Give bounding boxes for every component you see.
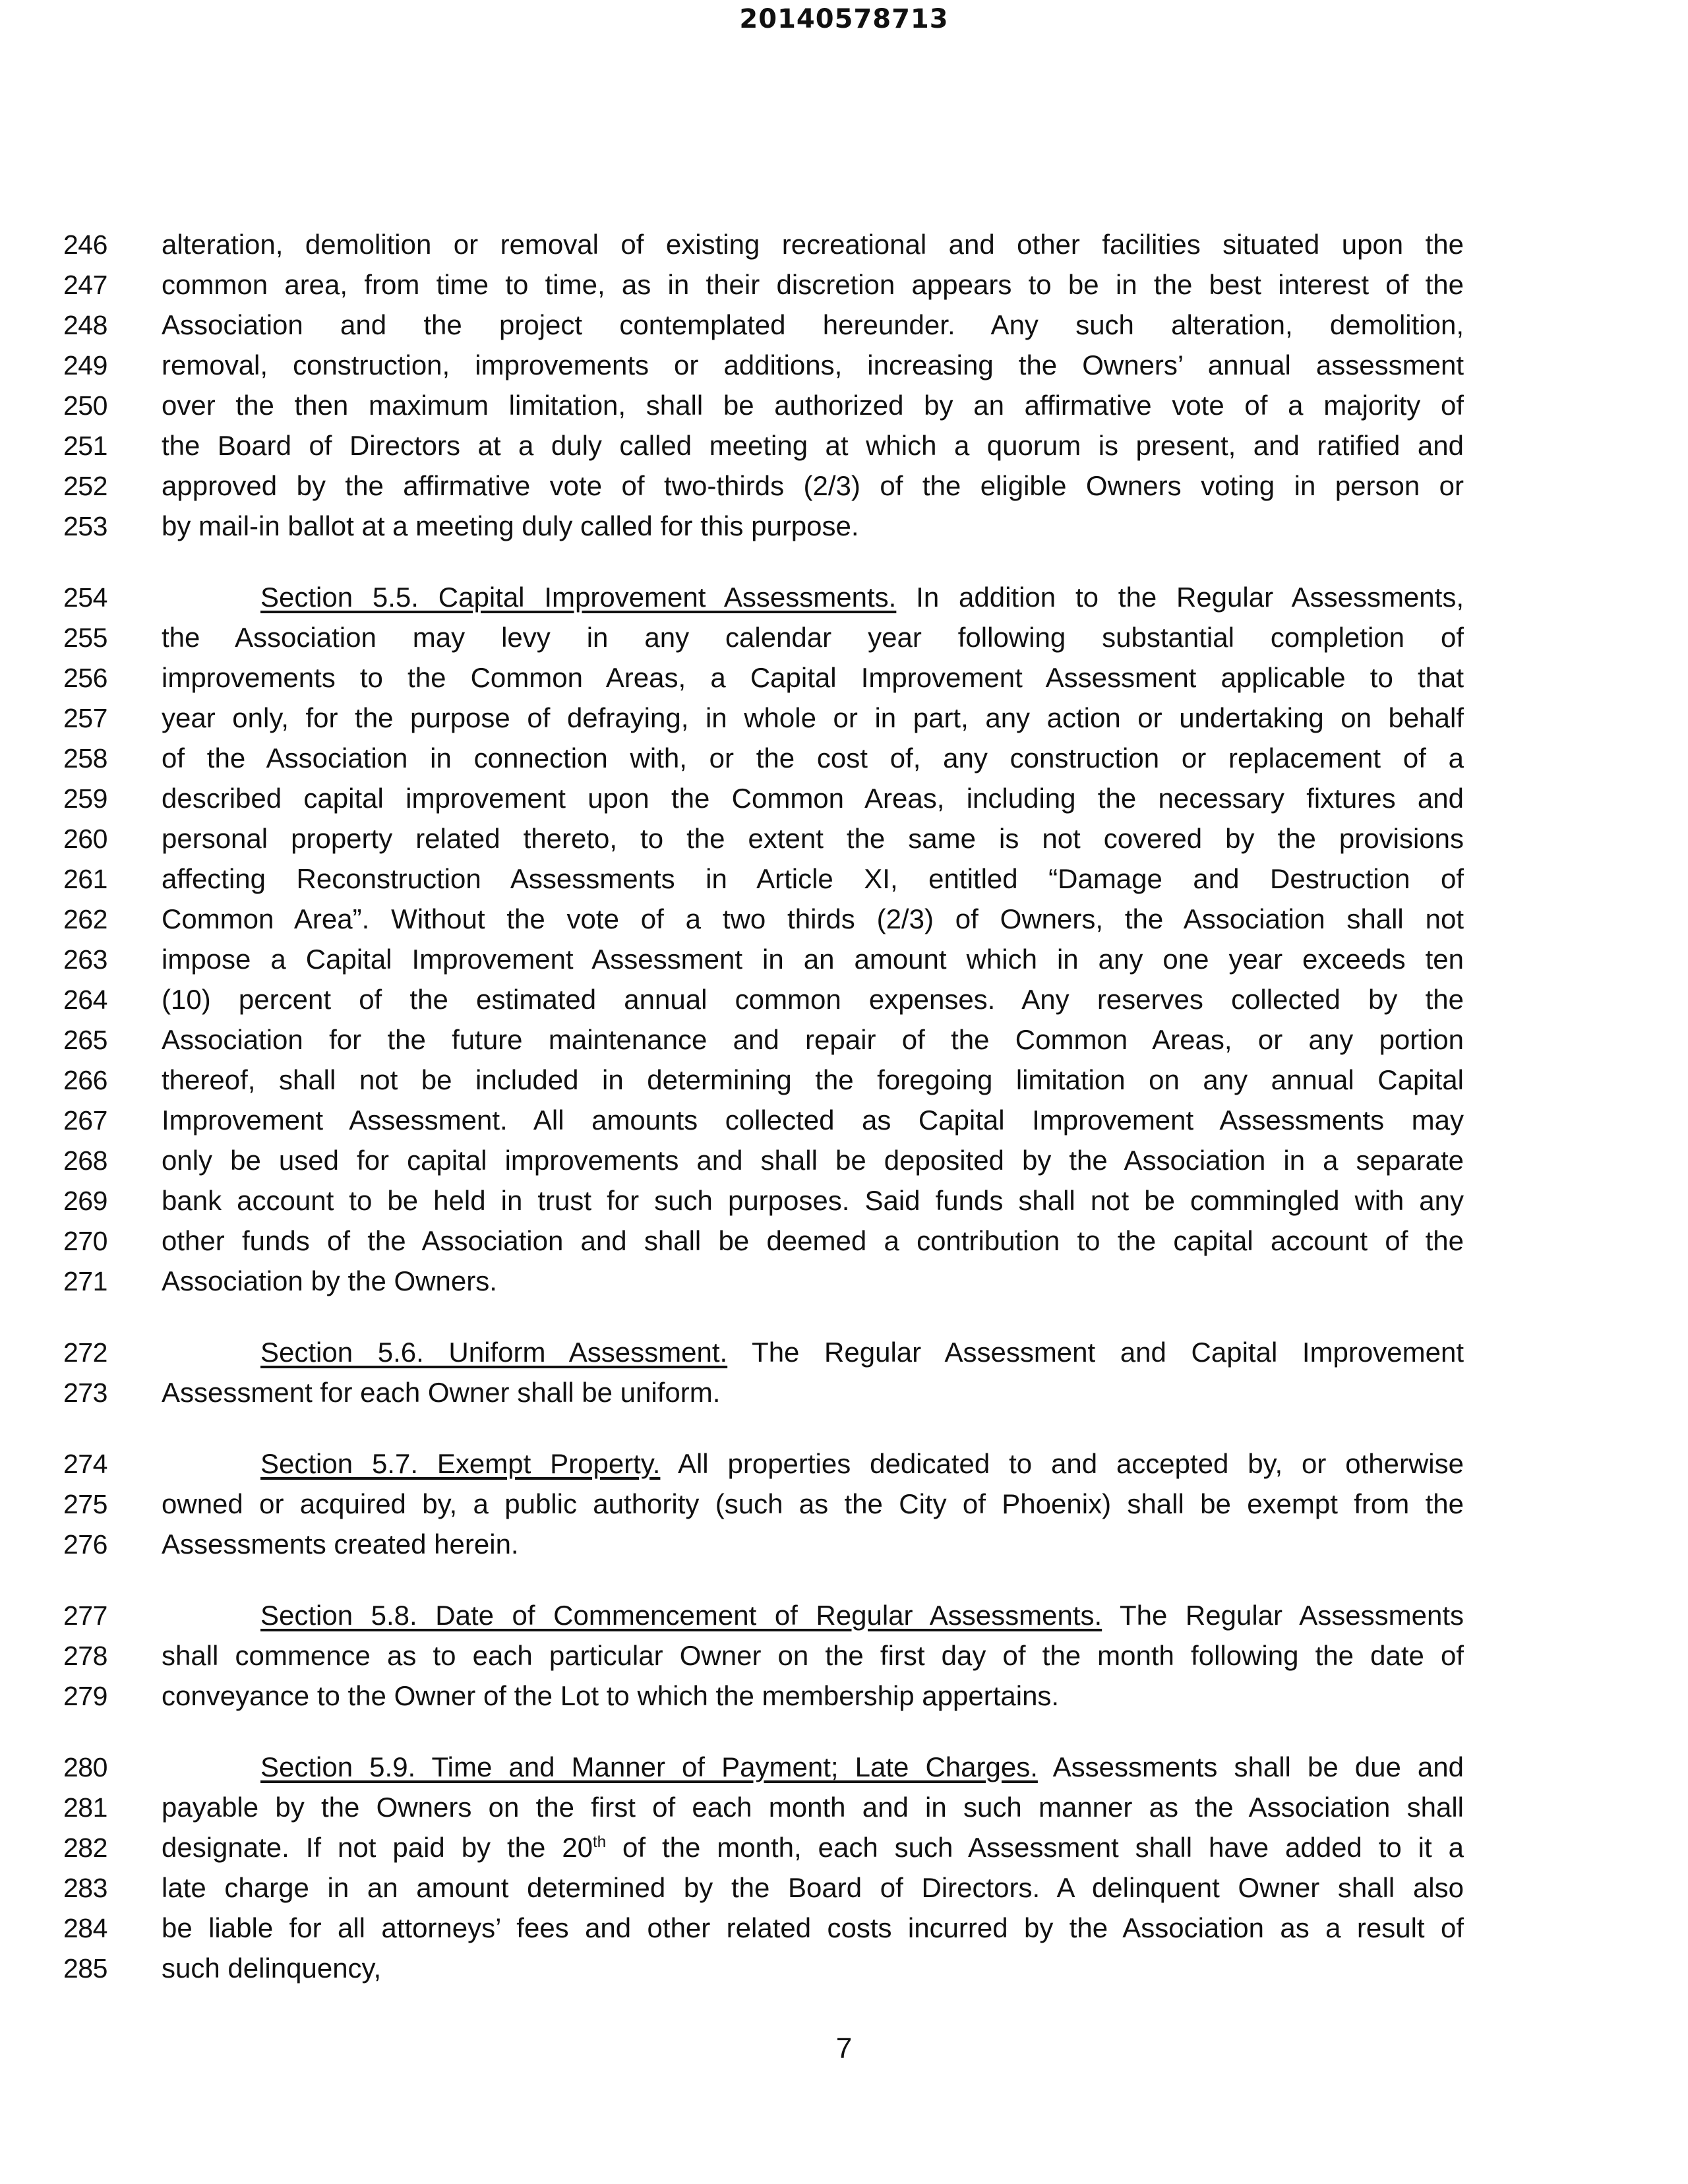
- line-number: 278: [63, 1641, 107, 1671]
- text-line: [0, 1262, 1688, 1302]
- line-text: [162, 1336, 1464, 1369]
- line-number: 257: [63, 703, 107, 733]
- line-number: 285: [63, 1953, 107, 1984]
- line-text: [162, 943, 1464, 976]
- text-line: [0, 1141, 1688, 1182]
- text-line: [0, 1333, 1688, 1374]
- line-number: 247: [63, 270, 107, 300]
- line-text: [162, 621, 1464, 654]
- line-number: 273: [63, 1378, 107, 1408]
- line-content: the Board of Directors at a duly called meeting at which a quorum is present, and ratified and: [162, 430, 1464, 461]
- line-number: 246: [63, 229, 107, 260]
- line-content: late charge in an amount determined by the Board of Directors. A delinquent Owner shall also: [162, 1872, 1464, 1903]
- text-line: [0, 1596, 1688, 1637]
- line-content: alteration, demolition or removal of existing recreational and other facilities situated upon the: [162, 229, 1464, 260]
- line-text: [162, 1447, 1464, 1480]
- line-number: 258: [63, 743, 107, 774]
- text-line: [0, 1677, 1688, 1717]
- line-text: [162, 581, 1464, 614]
- line-content: shall commence as to each particular Owner on the first day of the month following the date of: [162, 1640, 1464, 1671]
- line-number: 264: [63, 985, 107, 1015]
- line-text: [162, 429, 1464, 462]
- line-content: impose a Capital Improvement Assessment in an amount which in any one year exceeds ten: [162, 944, 1464, 975]
- line-content: Association and the project contemplated hereunder. Any such alteration, demolition,: [162, 309, 1464, 340]
- text-line: [0, 900, 1688, 940]
- line-number: 250: [63, 390, 107, 421]
- line-text: [162, 1064, 1464, 1097]
- line-content: such delinquency,: [162, 1953, 382, 1984]
- line-text: [162, 822, 1464, 855]
- text-line: [0, 1788, 1688, 1829]
- line-content: Improvement Assessment. All amounts collected as Capital Improvement Assessments may: [162, 1105, 1464, 1136]
- text-line: [0, 427, 1688, 467]
- line-text: [162, 1265, 1464, 1298]
- section-paragraph: [0, 1748, 1688, 1989]
- line-content: of the Association in connection with, or the cost of, any construction or replacement of a: [162, 743, 1464, 774]
- text-line: [0, 578, 1688, 619]
- line-content: designate. If not paid by the 20: [162, 1832, 593, 1863]
- text-line: [0, 1525, 1688, 1565]
- line-text: [162, 1144, 1464, 1177]
- text-line: [0, 779, 1688, 820]
- line-number: 279: [63, 1681, 107, 1711]
- section-heading: Section 5.9. Time and Manner of Payment; Late Charges.: [260, 1751, 1038, 1782]
- line-text: [162, 510, 1464, 543]
- line-number: 254: [63, 582, 107, 613]
- text-line: [0, 699, 1688, 739]
- line-text: [162, 1376, 1464, 1409]
- line-number: 277: [63, 1600, 107, 1631]
- line-content: In addition to the Regular Assessments,: [896, 582, 1464, 613]
- section-paragraph: [0, 1445, 1688, 1565]
- line-content: other funds of the Association and shall be deemed a contribution to the capital account of the: [162, 1225, 1464, 1256]
- line-number: 271: [63, 1266, 107, 1296]
- section-heading: Section 5.6. Uniform Assessment.: [260, 1337, 728, 1368]
- line-content: approved by the affirmative vote of two-thirds (2/3) of the eligible Owners voting in person or: [162, 470, 1464, 501]
- line-content: payable by the Owners on the first of each month and in such manner as the Association shall: [162, 1792, 1464, 1823]
- line-text: [162, 782, 1464, 815]
- line-content: by mail-in ballot at a meeting duly called for this purpose.: [162, 510, 859, 541]
- superscript: th: [593, 1833, 607, 1851]
- line-number: 263: [63, 944, 107, 975]
- text-line: [0, 1021, 1688, 1061]
- line-number: 275: [63, 1489, 107, 1519]
- text-line: [0, 1829, 1688, 1869]
- text-line: [0, 940, 1688, 981]
- line-content: Assessments created herein.: [162, 1529, 519, 1560]
- section-heading: Section 5.7. Exempt Property.: [260, 1448, 661, 1479]
- line-content: Association for the future maintenance and repair of the Common Areas, or any portion: [162, 1024, 1464, 1055]
- text-line: [0, 346, 1688, 386]
- section-paragraph: [0, 1333, 1688, 1414]
- line-text: [162, 1680, 1464, 1713]
- text-line: [0, 1909, 1688, 1949]
- line-text: [162, 1184, 1464, 1217]
- line-content: be liable for all attorneys’ fees and other related costs incurred by the Association as a result of: [162, 1912, 1464, 1943]
- text-line: [0, 619, 1688, 659]
- line-content: over the then maximum limitation, shall be authorized by an affirmative vote of a majority of: [162, 390, 1464, 421]
- line-text: [162, 1791, 1464, 1824]
- line-number: 280: [63, 1752, 107, 1782]
- text-line: [0, 1869, 1688, 1909]
- text-line: [0, 659, 1688, 699]
- text-line: [0, 1061, 1688, 1101]
- text-line: [0, 507, 1688, 547]
- line-content: affecting Reconstruction Assessments in Article XI, entitled “Damage and Destruction of: [162, 863, 1464, 894]
- line-text: [162, 1599, 1464, 1632]
- line-number: 276: [63, 1529, 107, 1560]
- line-number: 283: [63, 1873, 107, 1903]
- line-number: 270: [63, 1226, 107, 1256]
- line-content-after: of the month, each such Assessment shall have added to it a: [606, 1832, 1464, 1863]
- text-line: [0, 266, 1688, 306]
- page-number: 7: [835, 2032, 853, 2065]
- line-text: [162, 1871, 1464, 1904]
- line-text: [162, 1488, 1464, 1521]
- text-line: [0, 1748, 1688, 1788]
- line-content: removal, construction, improvements or additions, increasing the Owners’ annual assessment: [162, 349, 1464, 380]
- text-line: [0, 1182, 1688, 1222]
- line-content: the Association may levy in any calendar year following substantial completion of: [162, 622, 1464, 653]
- line-content: All properties dedicated to and accepted by, or otherwise: [660, 1448, 1464, 1479]
- line-number: 269: [63, 1186, 107, 1216]
- line-text: [162, 1912, 1464, 1945]
- line-content: described capital improvement upon the Common Areas, including the necessary fixtures and: [162, 783, 1464, 814]
- line-number: 248: [63, 310, 107, 340]
- line-content: The Regular Assessments: [1102, 1600, 1464, 1631]
- text-line: [0, 226, 1688, 266]
- paragraph: [0, 226, 1688, 547]
- line-text: [162, 1104, 1464, 1137]
- line-content: The Regular Assessment and Capital Improvement: [727, 1337, 1464, 1368]
- line-number: 255: [63, 622, 107, 653]
- document-number: 20140578713: [739, 4, 949, 34]
- line-number: 262: [63, 904, 107, 934]
- line-text: [162, 983, 1464, 1016]
- line-number: 268: [63, 1145, 107, 1176]
- text-line: [0, 1485, 1688, 1525]
- line-content: Association by the Owners.: [162, 1265, 497, 1296]
- line-number: 259: [63, 783, 107, 814]
- text-line: [0, 306, 1688, 346]
- line-text: [162, 268, 1464, 301]
- line-content: (10) percent of the estimated annual common expenses. Any reserves collected by the: [162, 984, 1464, 1015]
- line-number: 252: [63, 471, 107, 501]
- line-number: 266: [63, 1065, 107, 1095]
- text-line: [0, 1101, 1688, 1141]
- line-content: conveyance to the Owner of the Lot to which the membership appertains.: [162, 1680, 1060, 1711]
- line-text: [162, 470, 1464, 502]
- line-text: [162, 389, 1464, 422]
- text-line: [0, 1222, 1688, 1262]
- text-line: [0, 1949, 1688, 1989]
- text-line: [0, 386, 1688, 427]
- text-line: [0, 1374, 1688, 1414]
- line-number: 281: [63, 1792, 107, 1823]
- line-content: Assessments shall be due and: [1037, 1751, 1464, 1782]
- line-number: 282: [63, 1833, 107, 1863]
- line-content: common area, from time to time, as in their discretion appears to be in the best interest of the: [162, 269, 1464, 300]
- line-number: 253: [63, 511, 107, 541]
- line-text: [162, 309, 1464, 342]
- line-content: Assessment for each Owner shall be uniform.: [162, 1377, 721, 1408]
- line-number: 260: [63, 824, 107, 854]
- line-text: [162, 661, 1464, 694]
- line-number: 249: [63, 350, 107, 380]
- text-line: [0, 860, 1688, 900]
- line-content: year only, for the purpose of defraying, in whole or in part, any action or undertaking on behalf: [162, 702, 1464, 733]
- line-text: [162, 742, 1464, 775]
- line-text: [162, 1528, 1464, 1561]
- line-text: [162, 1751, 1464, 1784]
- text-line: [0, 739, 1688, 779]
- line-number: 284: [63, 1913, 107, 1943]
- line-content: Common Area”. Without the vote of a two thirds (2/3) of Owners, the Association shall not: [162, 903, 1464, 934]
- line-text: [162, 1831, 1464, 1864]
- line-content: improvements to the Common Areas, a Capital Improvement Assessment applicable to that: [162, 662, 1464, 693]
- line-number: 267: [63, 1105, 107, 1136]
- text-line: [0, 820, 1688, 860]
- line-text: [162, 349, 1464, 382]
- line-text: [162, 228, 1464, 261]
- line-text: [162, 1639, 1464, 1672]
- line-text: [162, 1952, 1464, 1985]
- section-paragraph: [0, 1596, 1688, 1717]
- line-number: 265: [63, 1025, 107, 1055]
- text-line: [0, 981, 1688, 1021]
- line-content: personal property related thereto, to the extent the same is not covered by the provisions: [162, 823, 1464, 854]
- line-text: [162, 702, 1464, 735]
- line-content: owned or acquired by, a public authority (such as the City of Phoenix) shall be exempt from the: [162, 1488, 1464, 1519]
- line-number: 261: [63, 864, 107, 894]
- text-line: [0, 1445, 1688, 1485]
- line-text: [162, 1023, 1464, 1056]
- text-line: [0, 1637, 1688, 1677]
- text-line: [0, 467, 1688, 507]
- section-heading: Section 5.8. Date of Commencement of Regular Assessments.: [260, 1600, 1102, 1631]
- line-text: [162, 1225, 1464, 1258]
- line-number: 251: [63, 431, 107, 461]
- line-number: 274: [63, 1449, 107, 1479]
- section-heading: Section 5.5. Capital Improvement Assessments.: [260, 582, 897, 613]
- line-number: 256: [63, 663, 107, 693]
- line-number: 272: [63, 1337, 107, 1368]
- section-paragraph: [0, 578, 1688, 1302]
- line-text: [162, 863, 1464, 895]
- line-text: [162, 903, 1464, 936]
- line-content: bank account to be held in trust for such purposes. Said funds shall not be commingled with any: [162, 1185, 1464, 1216]
- line-content: only be used for capital improvements and shall be deposited by the Association in a separate: [162, 1145, 1464, 1176]
- document-body: [0, 226, 1688, 2020]
- line-content: thereof, shall not be included in determining the foregoing limitation on any annual Capital: [162, 1064, 1464, 1095]
